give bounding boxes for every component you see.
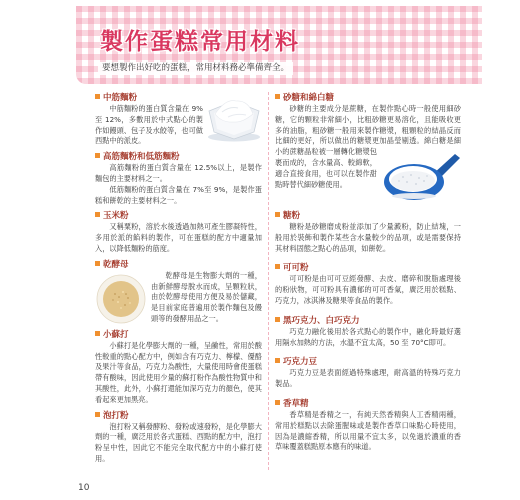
page-subtitle: 要想製作出好吃的蛋糕，常用材料務必準備齊全。 [98,62,293,75]
bullet-square-icon [95,412,100,417]
section-vanilla-extract [275,398,461,453]
section-heading-text: 香草精 [283,398,309,409]
section-heading [275,398,461,410]
section-heading-text: 砂糖和綿白糖 [283,93,335,103]
bullet-square-icon [275,212,280,217]
section-body: 高筋麵粉的蛋白質含量在 12.5%以上，是製作麵包的主要材料之一。 [95,163,262,183]
section-body: 巧克力融化後用於各式點心的製作中，融化時最好選用隔水加熱的方法，水溫不宜太高，50 至 70°C即可。 [275,326,461,347]
bullet-square-icon [275,94,280,99]
section-heading [275,356,461,368]
section-heading-text: 巧克力豆 [283,357,318,368]
section-body: 巧克力豆是表面經過特殊處理，耐高溫的特殊巧克力製品。 [275,368,461,389]
page-number: 10 [78,483,90,493]
section-heading [275,315,461,327]
bullet-square-icon [275,358,280,363]
right-column [275,92,461,461]
bullet-square-icon [95,153,100,158]
section-corn-starch [95,210,262,254]
section-body: 中筋麵粉的蛋白質含量在 9%至 12%，多數用於中式點心的製作如饅頭、包子及水餃等，也可做西點中的派皮。 [95,104,203,146]
section-baking-soda [95,329,262,406]
section-heading [95,329,262,341]
yeast-dish-photo [95,272,147,324]
section-heading [95,259,262,271]
section-body: 泡打粉又稱發酵粉、發粉或速發粉，是化學膨大劑的一種，廣泛用於各式蛋糕、西點的配方中，泡打粉呈中性，因此它不能完全取代配方中的小蘇打使用。 [95,421,262,463]
section-chocolate-chips [275,356,461,390]
section-heading [275,262,461,274]
section-powdered-sugar [275,210,461,254]
section-heading-text: 中筋麵粉 [103,93,138,103]
bullet-square-icon [95,212,100,217]
bullet-square-icon [275,400,280,405]
page-title: 製作蛋糕常用材料 [100,29,300,55]
section-heading-text: 黑巧克力、白巧克力 [283,315,360,326]
section-heading-text: 高筋麵粉和低筋麵粉 [103,152,180,163]
section-body: 乾酵母是生物膨大劑的一種，由新鮮酵母脫水而成，呈顆粒狀，由於乾酵母使用方便及易於儲藏，是目前家庭普遍用於製作麵包及饅頭等的發酵用品之一。 [151,270,262,323]
section-heading-text: 可可粉 [283,263,309,274]
section-body: 可可粉是由可可豆經發酵、去皮、磨碎和脫脂處理後的粉狀物，可可粉具有濃郁的可可香氣，廣泛用於糕點、巧克力，冰淇淋及糖果等食品的製作。 [275,274,461,305]
bullet-square-icon [275,264,280,269]
bullet-square-icon [275,317,280,322]
section-heading-text: 玉米粉 [103,211,129,222]
bullet-square-icon [95,94,100,99]
section-body: 糖粉是砂糖磨成粉並添加了少量澱粉，防止結塊，一般用於裝飾和製作某些含水量較少的品項，或是需要保持其材料固態之點心的品項，如餅乾。 [275,222,461,253]
section-heading-text: 泡打粉 [103,410,129,421]
left-column [95,92,262,469]
section-body: 低筋麵粉的蛋白質含量在 7%至 9%，是製作蛋糕和餅乾的主要材料之一。 [95,184,262,205]
column-divider [268,92,269,470]
section-body: 又稱粟粉，溶於水後透過加熱可產生膠凝特性，多用於派的餡料的製作，可在蛋糕的配方中適量加入，以降低麵粉的筋度。 [95,222,262,253]
section-baking-powder [95,410,262,465]
section-heading [275,92,461,104]
section-bread-and-cake-flour [95,151,262,206]
section-heading [95,151,262,163]
section-heading-text: 糖粉 [283,211,301,221]
section-all-purpose-flour [95,92,262,147]
section-dry-yeast [95,259,262,325]
section-body-wrap [275,104,461,190]
section-heading [95,410,262,422]
section-heading [95,210,262,222]
section-sugar [275,92,461,202]
section-chocolate [275,315,461,349]
section-body: 砂糖的主要成分是蔗糖，在製作點心時一般使用細砂糖，它的顆粒非常細小，比粗砂糖更易溶化，且能吸收更多的油脂，粗砂糖一般用來製作糖漿，粗顆粒的結晶反而比細的更好，所以做出的糖漿更加晶瑩剔透。綿白糖是細小的蔗糖晶粒被一層轉化糖漿包裹而成的，含水量高、較綿軟，適合直接食用，也可以在製作甜點時替代細砂糖使用。 [275,104,461,189]
bullet-square-icon [95,261,100,266]
section-heading-text: 小蘇打 [103,329,129,340]
section-cocoa-powder [275,262,461,306]
bullet-square-icon [95,331,100,336]
section-body: 香草精是香精之一，有純天然香精與人工香精兩種，常用於糕點以去除蛋腥味或是製作香草口味點心時使用，因為是濃縮香精，所以用量不宜太多，以免過於濃重的香草味覆蓋糕點原本應有的味道。 [275,409,461,452]
section-body: 小蘇打是化學膨大劑的一種，呈鹼性，常用於酸性較重的點心配方中，例如含有巧克力、檸檬、優酪及果汁等食品，巧克力為酸性，大量使用時會使蛋糕帶有酸味，因此使用少量的蘇打粉作為酸性物質中和其酸性，此外，小蘇打還能加深巧克力的顏色，使其看起來更加黑亮。 [95,340,262,404]
sugar-scoop-photo [381,148,461,202]
section-heading [275,210,461,222]
section-heading-text: 乾酵母 [103,259,129,270]
flour-bowl-photo [206,92,262,142]
